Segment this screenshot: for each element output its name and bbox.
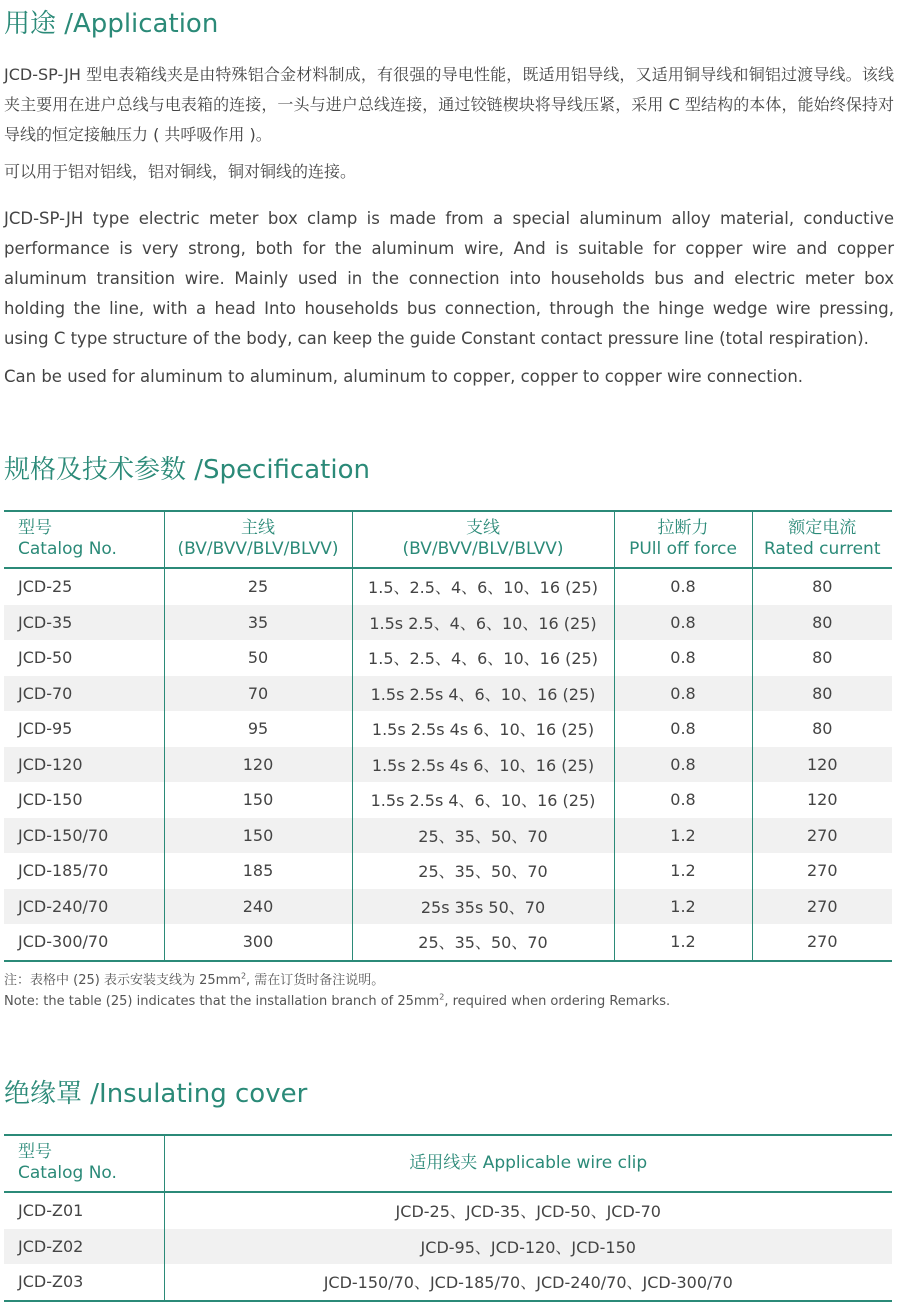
cell-rated-current: 80 — [752, 640, 892, 676]
cell-pull-off-force: 1.2 — [614, 924, 752, 961]
cell-catalog-no: JCD-50 — [18, 648, 73, 668]
header-catalog-no: 型号 Catalog No. — [4, 1135, 164, 1192]
cell-pull-off-force: 1.2 — [614, 818, 752, 854]
cell-branch-line: 25s 35s 50、70 — [352, 889, 614, 925]
cell-applicable-wire-clip: JCD-25、JCD-35、JCD-50、JCD-70 — [164, 1192, 892, 1229]
cell-pull-off-force: 0.8 — [614, 747, 752, 783]
table-row — [4, 1192, 892, 1229]
cell-catalog-no: JCD-95 — [18, 719, 73, 739]
cell-rated-current: 270 — [752, 889, 892, 925]
cell-main-line: 120 — [164, 747, 352, 783]
specification-table — [4, 510, 892, 962]
cell-catalog-no: JCD-70 — [4, 676, 164, 712]
cell-pull-off-force: 1.2 — [614, 853, 752, 889]
header-pull-off-force: 拉断力 PUll off force — [614, 511, 752, 568]
cell-catalog-no: JCD-150 — [18, 790, 83, 810]
cell-branch-line: 1.5s 2.5s 4s 6、10、16 (25) — [352, 747, 614, 783]
cell-catalog-no: JCD-150/70 — [4, 818, 164, 854]
cell-rated-current: 80 — [752, 605, 892, 641]
cell-pull-off-force: 1.2 — [614, 889, 752, 925]
specification-header-row — [4, 511, 892, 568]
cell-branch-line: 25、35、50、70 — [352, 818, 614, 854]
cell-rated-current: 270 — [752, 818, 892, 854]
cell-branch-line: 1.5s 2.5s 4s 6、10、16 (25) — [352, 711, 614, 747]
table-row — [4, 747, 892, 783]
specification-heading: 规格及技术参数 /Specification — [4, 455, 370, 485]
cell-rated-current: 120 — [752, 747, 892, 783]
table-row — [4, 924, 892, 961]
cell-branch-line: 1.5s 2.5、4、6、10、16 (25) — [352, 605, 614, 641]
cell-main-line: 240 — [164, 889, 352, 925]
cell-pull-off-force: 0.8 — [614, 568, 752, 605]
application-heading: 用途 /Application — [4, 9, 219, 39]
cell-catalog-no: JCD-120 — [4, 747, 164, 783]
cell-main-line: 25 — [164, 568, 352, 605]
cell-main-line: 300 — [164, 924, 352, 961]
cell-branch-line: 25、35、50、70 — [352, 924, 614, 961]
header-catalog-no: 型号 Catalog No. — [4, 511, 164, 568]
header-branch-line: 支线 (BV/BVV/BLV/BLVV) — [352, 511, 614, 568]
cell-catalog-no: JCD-Z03 — [4, 1264, 164, 1301]
table-row — [4, 1229, 892, 1265]
cell-branch-line: 25、35、50、70 — [352, 853, 614, 889]
specification-note-en: Note: the table (25) indicates that the installation branch of $25mm^2$, required when ordering Remarks. — [4, 992, 671, 1009]
table-row — [4, 1264, 892, 1301]
cell-applicable-wire-clip: JCD-150/70、JCD-185/70、JCD-240/70、JCD-300/70 — [164, 1264, 892, 1301]
cell-catalog-no: JCD-300/70 — [4, 924, 164, 961]
insulating-heading: 绝缘罩 /Insulating cover — [4, 1079, 308, 1109]
table-row — [4, 818, 892, 854]
cell-branch-line: 1.5、2.5、4、6、10、16 (25) — [352, 640, 614, 676]
application-paragraph-en: JCD-SP-JH type electric meter box clamp is made from a special aluminum alloy material, conductive performance is very strong, both for the aluminum wire, And is suitable for copper wire and copper aluminum transition wire. Mainly used in the connection into households bus and electric meter box holding the line, with a head Into households bus connection, through the hinge wedge wire pressing, using C type structure of the body, can keep the guide Constant contact pressure line (total respiration). — [4, 209, 894, 348]
cell-main-line: 95 — [164, 711, 352, 747]
cell-main-line: 185 — [164, 853, 352, 889]
application-paragraph-zh: JCD-SP-JH 型电表箱线夹是由特殊铝合金材料制成，有很强的导电性能，既适用铝导线，又适用铜导线和铜铝过渡导线。该线夹主要用在进户总线与电表箱的连接，一头与进户总线连接，通过铰链楔块将导线压紧，采用 C 型结构的本体，能始终保持对导线的恒定接触压力 ( 共呼吸作用 )。 — [4, 65, 894, 144]
cell-rated-current: 120 — [752, 782, 892, 818]
table-row — [4, 676, 892, 712]
table-row — [4, 889, 892, 925]
cell-branch-line: 1.5、2.5、4、6、10、16 (25) — [352, 568, 614, 605]
cell-main-line: 50 — [164, 640, 352, 676]
table-row — [4, 605, 892, 641]
cell-main-line: 150 — [164, 818, 352, 854]
cell-rated-current: 80 — [752, 711, 892, 747]
cell-catalog-no: JCD-185/70 — [18, 861, 109, 881]
cell-pull-off-force: 0.8 — [614, 711, 752, 747]
cell-branch-line: 1.5s 2.5s 4、6、10、16 (25) — [352, 676, 614, 712]
cell-catalog-no: JCD-240/70 — [4, 889, 164, 925]
cell-main-line: 150 — [164, 782, 352, 818]
cell-rated-current: 270 — [752, 853, 892, 889]
header-main-line: 主线 (BV/BVV/BLV/BLVV) — [164, 511, 352, 568]
cell-pull-off-force: 0.8 — [614, 676, 752, 712]
cell-pull-off-force: 0.8 — [614, 640, 752, 676]
header-applicable-wire-clip: 适用线夹 Applicable wire clip — [164, 1135, 892, 1192]
cell-rated-current: 80 — [752, 568, 892, 605]
table-row — [4, 640, 892, 676]
specification-note-zh: 注：表格中 (25) 表示安装支线为 $25mm^2$, 需在订货时备注说明。 — [4, 971, 385, 988]
header-rated-current: 额定电流 Rated current — [752, 511, 892, 568]
cell-rated-current: 80 — [752, 676, 892, 712]
table-row — [4, 568, 892, 605]
insulating-header-row — [4, 1135, 892, 1192]
cell-main-line: 70 — [164, 676, 352, 712]
cell-rated-current: 270 — [752, 924, 892, 961]
cell-applicable-wire-clip: JCD-95、JCD-120、JCD-150 — [164, 1229, 892, 1265]
cell-pull-off-force: 0.8 — [614, 605, 752, 641]
table-row — [4, 782, 892, 818]
cell-pull-off-force: 0.8 — [614, 782, 752, 818]
table-row — [4, 711, 892, 747]
application-paragraph-zh-2: 可以用于铝对铝线，铝对铜线，铜对铜线的连接。 — [4, 162, 357, 181]
application-paragraph-en-2: Can be used for aluminum to aluminum, aluminum to copper, copper to copper wire connection. — [4, 367, 804, 386]
insulating-table — [4, 1134, 892, 1302]
cell-catalog-no: JCD-35 — [4, 605, 164, 641]
table-row — [4, 853, 892, 889]
cell-catalog-no: JCD-Z01 — [18, 1201, 84, 1221]
cell-catalog-no: JCD-Z02 — [4, 1229, 164, 1265]
cell-main-line: 35 — [164, 605, 352, 641]
cell-branch-line: 1.5s 2.5s 4、6、10、16 (25) — [352, 782, 614, 818]
cell-catalog-no: JCD-25 — [18, 577, 73, 597]
